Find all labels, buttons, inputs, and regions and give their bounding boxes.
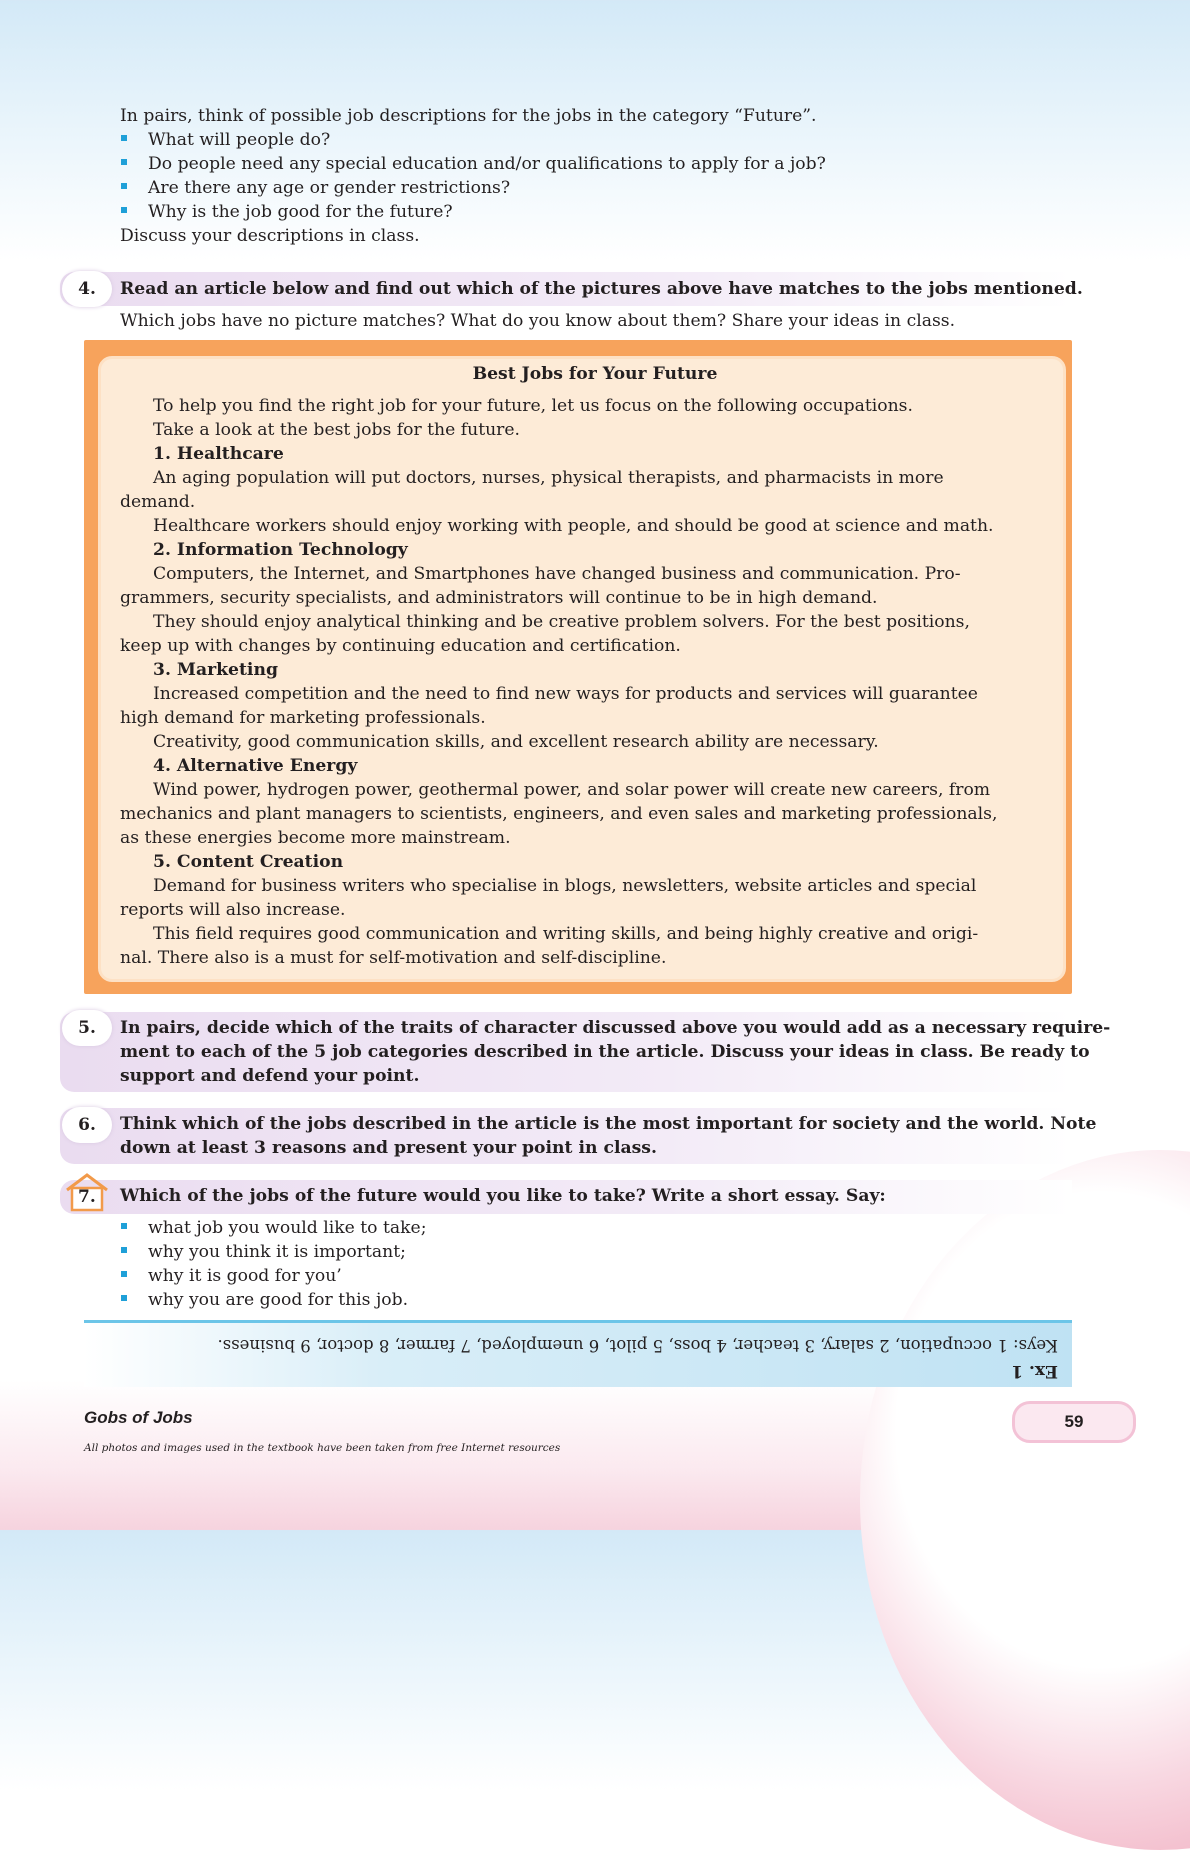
answer-keys-box <box>84 1320 1072 1387</box>
article-line: Computers, the Internet, and Smartphones have changed business and communication. Pro- <box>153 564 961 584</box>
article-line: reports will also increase. <box>120 900 346 920</box>
article-line: Creativity, good communication skills, and excellent research ability are necessary. <box>153 732 879 752</box>
exercise-4-instruction: Read an article below and find out which of the pictures above have matches to the jobs mentioned. <box>120 279 1083 299</box>
task-bullet: Are there any age or gender restrictions? <box>148 178 511 198</box>
article-line: grammers, security specialists, and administrators will continue to be in high demand. <box>120 588 878 608</box>
exercise-7-bullet: why you are good for this job. <box>148 1290 409 1310</box>
article-line: mechanics and plant managers to scientists, engineers, and even sales and marketing professionals, <box>120 804 998 824</box>
article-line: To help you find the right job for your future, let us focus on the following occupations. <box>153 396 913 416</box>
article-line: keep up with changes by continuing education and certification. <box>120 636 681 656</box>
article-title: Best Jobs for Your Future <box>472 364 718 384</box>
task-bullet: What will people do? <box>148 130 331 150</box>
bullet-icon <box>121 1223 127 1229</box>
exercise-5-line: ment to each of the 5 job categories described in the article. Discuss your ideas in class. Be ready to <box>120 1042 1090 1062</box>
image-credit: All photos and images used in the textbook have been taken from free Internet resources <box>84 1442 561 1454</box>
article-line: Healthcare workers should enjoy working with people, and should be good at science and math. <box>153 516 994 536</box>
task-outro: Discuss your descriptions in class. <box>120 226 420 246</box>
decorative-swoosh <box>860 1150 1190 1850</box>
exercise-5-line: In pairs, decide which of the traits of character discussed above you would add as a necessary require- <box>120 1018 1111 1038</box>
page-number: 59 <box>1012 1401 1136 1443</box>
task-bullet: Why is the job good for the future? <box>148 202 453 222</box>
article-heading: 4. Alternative Energy <box>153 756 358 776</box>
bullet-icon <box>121 1247 127 1253</box>
exercise-5-line: support and defend your point. <box>120 1066 420 1086</box>
exercise-7-bullet: what job you would like to take; <box>148 1218 427 1238</box>
exercise-6-line: Think which of the jobs described in the article is the most important for society and the world. Note <box>120 1114 1097 1134</box>
bullet-icon <box>121 183 127 189</box>
exercise-4-followup: Which jobs have no picture matches? What do you know about them? Share your ideas in class. <box>120 311 956 331</box>
article-line: demand. <box>120 492 196 512</box>
article-line: Wind power, hydrogen power, geothermal power, and solar power will create new careers, from <box>153 780 991 800</box>
exercise-7-bullet: why you think it is important; <box>148 1242 406 1262</box>
bullet-icon <box>121 1271 127 1277</box>
answer-keys-text: Keys: 1 occupation, 2 salary, 3 teacher, 4 boss, 5 pilot, 6 unemployed, 7 farmer, 8 doctor, 9 business. <box>217 1336 1058 1355</box>
article-line: nal. There also is a must for self-motivation and self-discipline. <box>120 948 667 968</box>
article-heading: 1. Healthcare <box>153 444 284 464</box>
article-line: Take a look at the best jobs for the future. <box>153 420 521 440</box>
answer-keys-title: Ex. 1 <box>1011 1361 1058 1381</box>
bullet-icon <box>121 135 127 141</box>
article-line: This field requires good communication and writing skills, and being highly creative and origi- <box>153 924 979 944</box>
article-line: An aging population will put doctors, nurses, physical therapists, and pharmacists in more <box>153 468 944 488</box>
exercise-7-bullet: why it is good for you’ <box>148 1266 342 1286</box>
article-line: as these energies become more mainstream. <box>120 828 511 848</box>
article-line: high demand for marketing professionals. <box>120 708 486 728</box>
unit-title: Gobs of Jobs <box>84 1408 193 1427</box>
bullet-icon <box>121 207 127 213</box>
article-heading: 2. Information Technology <box>153 540 408 560</box>
exercise-6-number: 6. <box>62 1107 112 1143</box>
exercise-4-number: 4. <box>62 271 112 307</box>
bullet-icon <box>121 159 127 165</box>
bullet-icon <box>121 1295 127 1301</box>
article-line: Increased competition and the need to find new ways for products and services will guarantee <box>153 684 978 704</box>
task-bullet: Do people need any special education and/or qualifications to apply for a job? <box>148 154 826 174</box>
task-intro: In pairs, think of possible job descriptions for the jobs in the category “Future”. <box>120 106 817 126</box>
exercise-7-instruction: Which of the jobs of the future would you like to take? Write a short essay. Say: <box>120 1186 886 1206</box>
article-heading: 5. Content Creation <box>153 852 344 872</box>
exercise-7-number: 7. <box>78 1187 96 1207</box>
exercise-6-line: down at least 3 reasons and present your point in class. <box>120 1138 657 1158</box>
exercise-5-number: 5. <box>62 1010 112 1046</box>
article-heading: 3. Marketing <box>153 660 278 680</box>
article-line: They should enjoy analytical thinking and be creative problem solvers. For the best positions, <box>153 612 970 632</box>
article-line: Demand for business writers who specialise in blogs, newsletters, website articles and special <box>153 876 977 896</box>
